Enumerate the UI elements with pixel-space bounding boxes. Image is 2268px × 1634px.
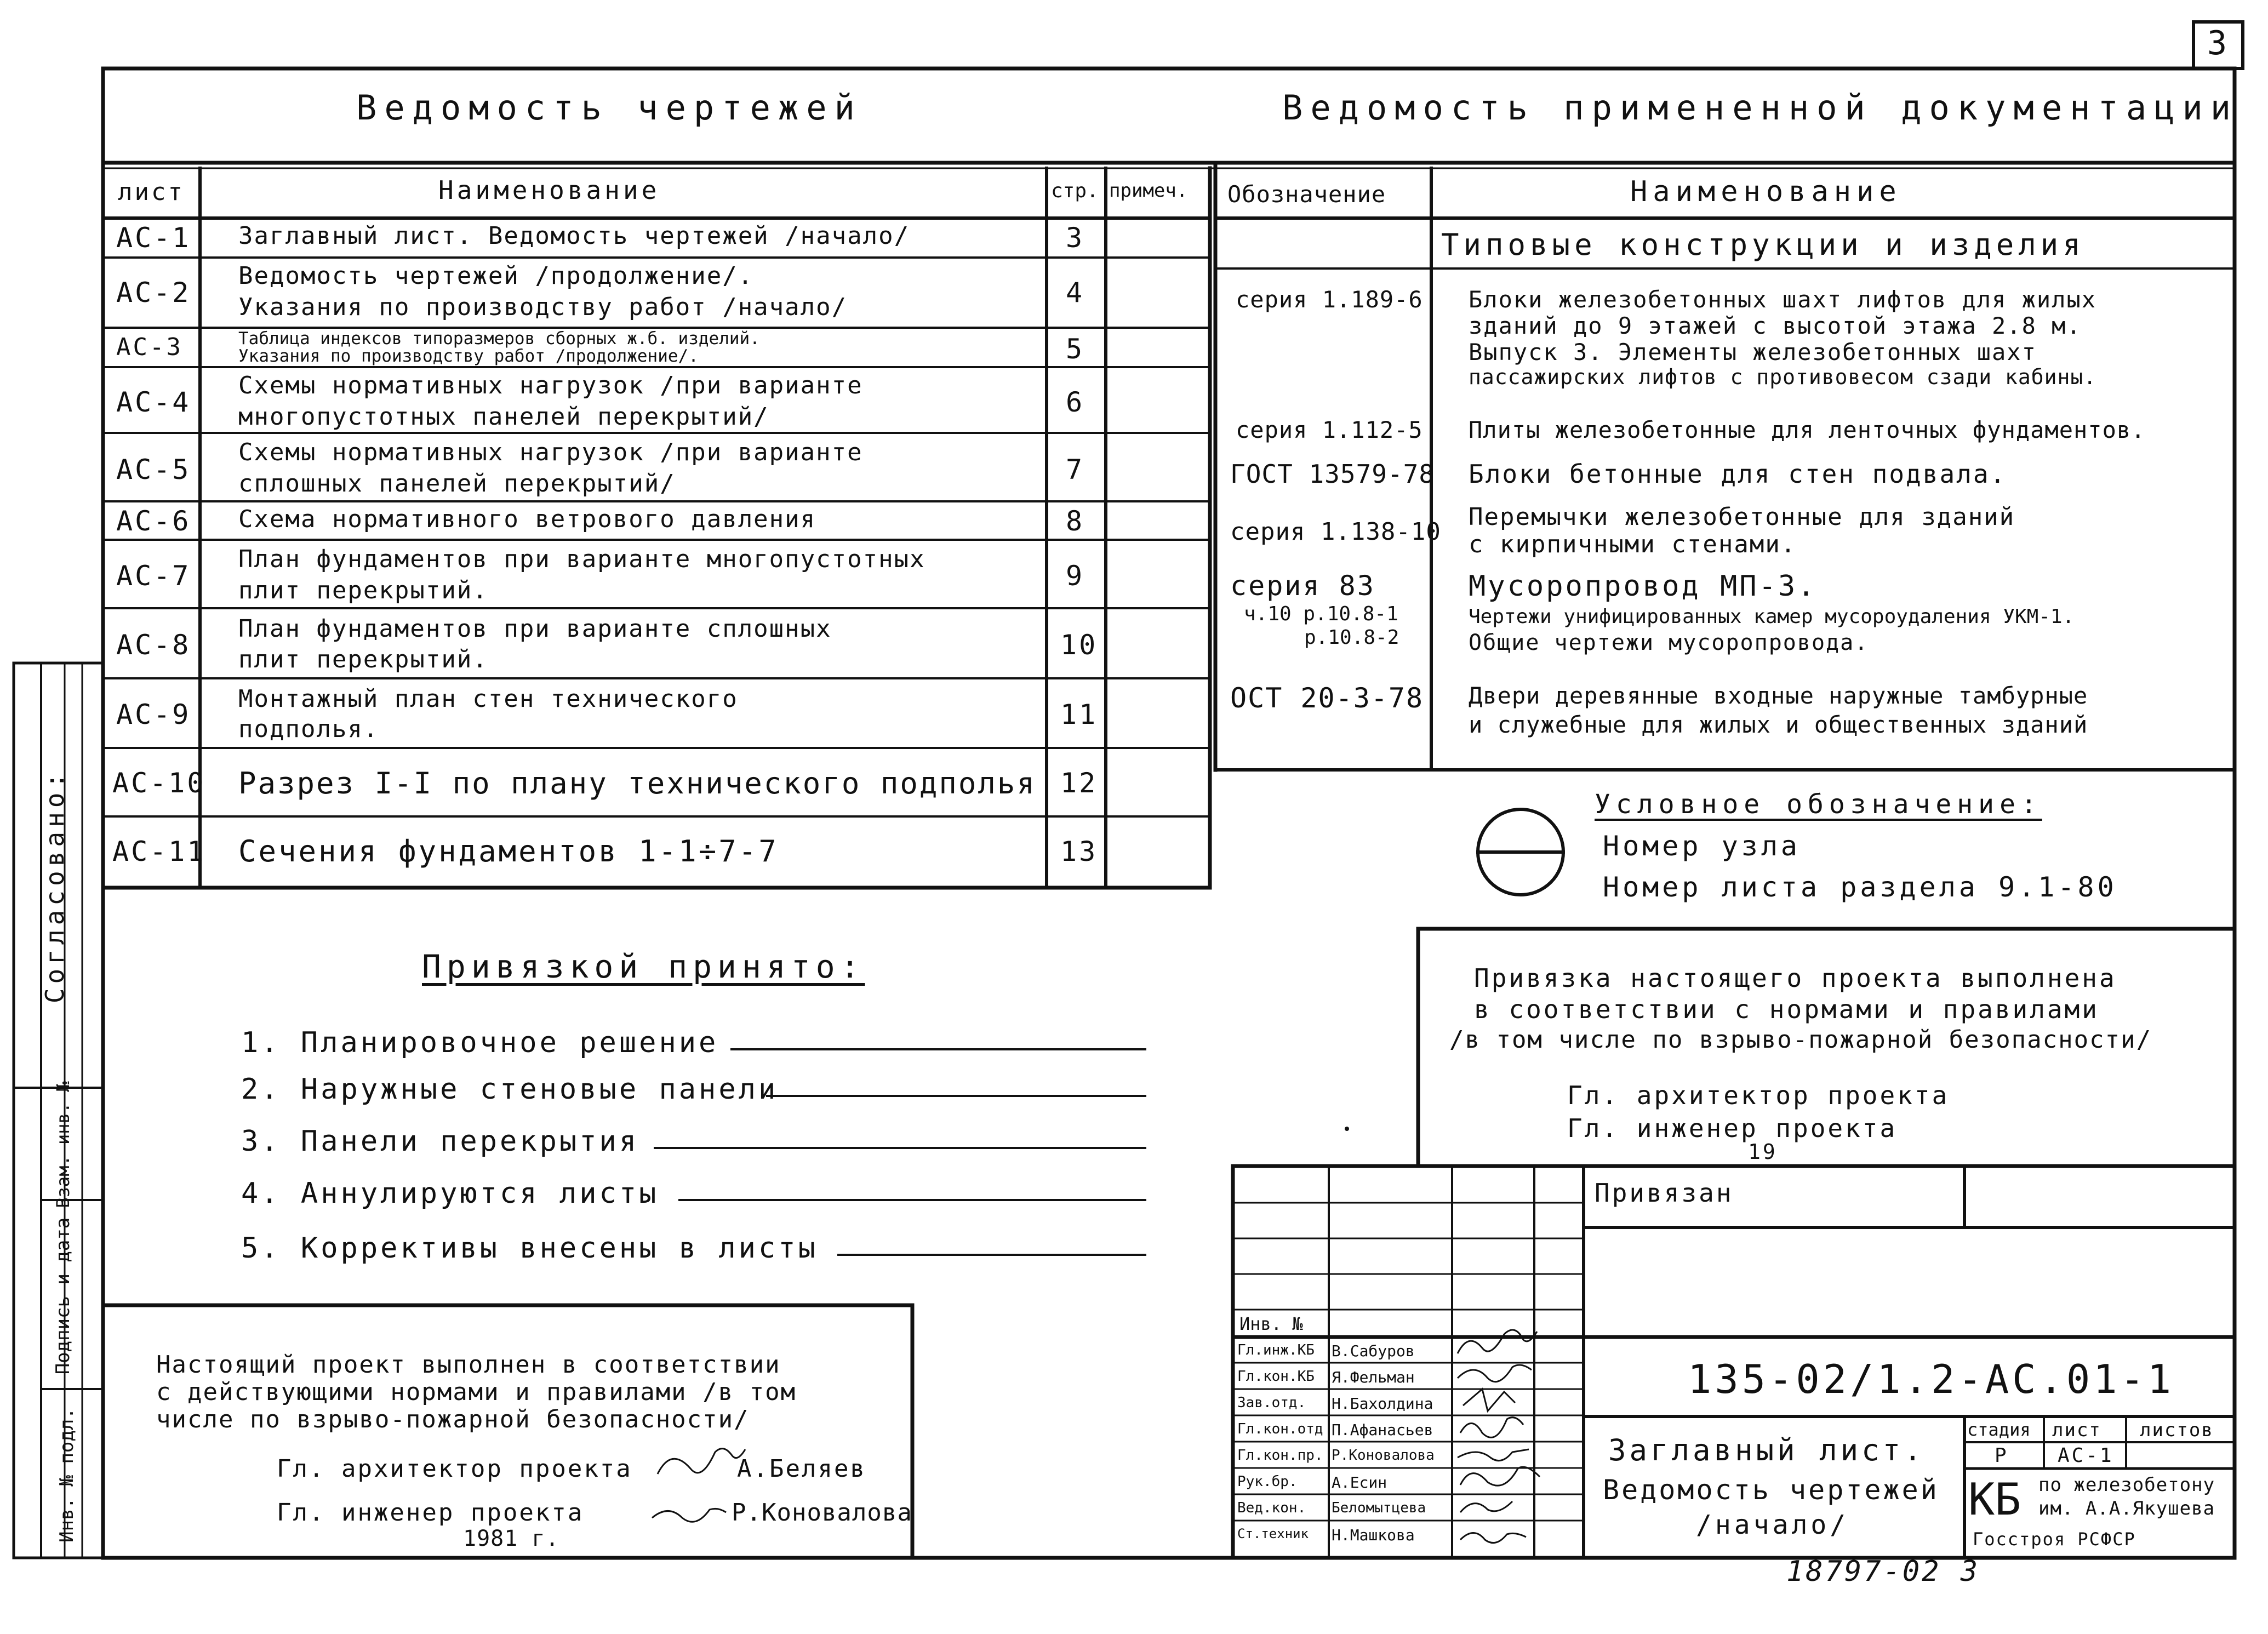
binding-item: 1. Планировочное решение	[241, 1026, 719, 1059]
org-line: Госстроя РСФСР	[1973, 1529, 2136, 1550]
binding-title: Привязкой принято:	[422, 948, 865, 985]
row-page: 9	[1066, 560, 1085, 592]
drawing-code: 135-02/1.2-АС.01-1	[1688, 1356, 2175, 1402]
staff-role: Гл.инж.КБ	[1237, 1342, 1315, 1358]
doc-line: Блоки бетонные для стен подвала.	[1469, 459, 2007, 489]
row-page: 5	[1066, 333, 1085, 365]
staff-role: Зав.отд.	[1237, 1395, 1306, 1411]
row-name: Ведомость чертежей /продолжение/.	[238, 262, 754, 290]
staff-name: П.Афанасьев	[1332, 1421, 1433, 1439]
signature-mashkova	[1460, 1533, 1526, 1543]
row-name: сплошных панелей перекрытий/	[238, 470, 676, 498]
left-architect: Гл. архитектор проекта	[277, 1455, 632, 1483]
signature-konovalova	[1458, 1449, 1529, 1461]
header-sheet: лист	[118, 178, 185, 206]
binding-item: 3. Панели перекрытия	[241, 1125, 639, 1158]
compliance-right-line: /в том числе по взрыво-пожарной безопасности/	[1449, 1026, 2152, 1054]
signature-konovalova-main	[652, 1509, 726, 1522]
staff-name: Р.Коновалова	[1332, 1447, 1435, 1464]
right-mark: 19	[1748, 1140, 1778, 1164]
staff-name: В.Сабуров	[1332, 1342, 1415, 1360]
compliance-left-line: числе по взрыво-пожарной безопасности/	[156, 1406, 750, 1433]
row-page: 6	[1066, 386, 1085, 418]
row-sheet: АС-6	[116, 505, 191, 537]
staff-role: Рук.бр.	[1237, 1473, 1298, 1490]
row-name: Указания по производству работ /продолжение/.	[238, 346, 699, 366]
inv-label: Инв. №	[1239, 1313, 1303, 1334]
staff-name: Н.Машкова	[1332, 1526, 1415, 1544]
doc-designation: серия 83	[1230, 570, 1375, 602]
doc-line: Перемычки железобетонные для зданий	[1469, 503, 2015, 531]
drawings-list-title: Ведомость чертежей	[356, 88, 862, 128]
row-page: 4	[1066, 277, 1085, 308]
org-abbr: КБ	[1968, 1474, 2021, 1525]
row-name: плит перекрытий.	[238, 645, 488, 673]
row-name: План фундаментов при варианте многопустотных	[238, 545, 926, 573]
doc-line: Чертежи унифицированных камер мусороудаления УКМ-1.	[1469, 605, 2075, 628]
row-sheet: АС-11	[112, 836, 206, 867]
row-name: подполья.	[238, 715, 379, 743]
row-sheet: АС-9	[116, 699, 191, 730]
staff-name: Беломытцева	[1332, 1500, 1426, 1516]
staff-name: Н.Бахолдина	[1332, 1395, 1433, 1413]
staff-name: А.Есин	[1332, 1473, 1387, 1492]
row-sheet: АС-1	[116, 222, 191, 254]
row-sheet: АС-4	[116, 386, 191, 418]
section-title: Типовые конструкции и изделия	[1441, 227, 2085, 262]
sheet-title-line: /начало/	[1696, 1510, 1849, 1540]
stage-value: Р	[1995, 1444, 2009, 1467]
binding-item: 2. Наружные стеновые панели	[241, 1073, 779, 1106]
row-name: плит перекрытий.	[238, 576, 488, 604]
left-architect-name: А.Беляев	[737, 1455, 866, 1483]
side-agreed: Согласовано:	[40, 768, 70, 1004]
row-page: 7	[1066, 454, 1085, 485]
compliance-right-line: Привязка настоящего проекта выполнена	[1474, 963, 2117, 993]
signature-afanasiev	[1460, 1418, 1523, 1438]
sheets-header: листов	[2140, 1419, 2214, 1441]
signature-belomyttseva	[1460, 1501, 1512, 1512]
org-line: им. А.А.Якушева	[2038, 1498, 2215, 1519]
side-sign-date: Подпись и дата	[52, 1217, 74, 1375]
left-engineer-name: Р.Коновалова	[732, 1499, 912, 1527]
doc-line: зданий до 9 этажей с высотой этажа 2.8 м.	[1469, 312, 2082, 339]
doc-line: Двери деревянные входные наружные тамбурные	[1469, 682, 2088, 709]
doc-line: с кирпичными стенами.	[1469, 530, 1797, 558]
org-line: по железобетону	[2038, 1474, 2215, 1496]
doc-designation: р.10.8-2	[1304, 626, 1399, 649]
staff-role: Гл.кон.пр.	[1237, 1447, 1323, 1464]
doc-designation: серия 1.112-5	[1236, 416, 1423, 443]
legend-title: Условное обозначение:	[1595, 789, 2042, 820]
doc-designation: серия 1.189-6	[1236, 286, 1423, 313]
row-page: 11	[1060, 699, 1098, 730]
row-name: Заглавный лист. Ведомость чертежей /начало/	[238, 222, 910, 250]
page-number: 3	[2207, 24, 2230, 62]
doc-line: Плиты железобетонные для ленточных фундаментов.	[1469, 416, 2146, 443]
row-page: 13	[1060, 836, 1098, 867]
signature-esin	[1460, 1467, 1540, 1486]
legend-sheet-number: Номер листа раздела 9.1-80	[1603, 871, 2117, 903]
doc-line: Мусоропровод МП-3.	[1469, 570, 1817, 603]
staff-role: Гл.кон.отд	[1237, 1421, 1323, 1437]
right-engineer: Гл. инженер проекта	[1567, 1113, 1898, 1143]
row-name: Сечения фундаментов 1-1÷7-7	[238, 834, 779, 869]
row-page: 3	[1066, 222, 1085, 254]
sheet-title-line: Заглавный лист.	[1608, 1433, 1925, 1467]
binding-item: 4. Аннулируются листы	[241, 1177, 659, 1210]
row-sheet: АС-10	[112, 767, 206, 799]
bound-label: Привязан	[1595, 1178, 1734, 1208]
compliance-left-line: Настоящий проект выполнен в соответствии	[156, 1351, 781, 1379]
row-name: многопустотных панелей перекрытий/	[238, 403, 769, 431]
row-sheet: АС-8	[116, 629, 191, 661]
signature-belyaev	[658, 1449, 745, 1474]
row-name: Схемы нормативных нагрузок /при варианте	[238, 372, 863, 399]
row-page: 10	[1060, 629, 1098, 661]
row-name: Указания по производству работ /начало/	[238, 293, 848, 321]
row-name: Схемы нормативных нагрузок /при варианте	[238, 438, 863, 466]
doc-line: пассажирских лифтов с противовесом сзади кабины.	[1469, 365, 2097, 389]
row-page: 8	[1066, 505, 1085, 537]
row-name: План фундаментов при варианте сплошных	[238, 615, 832, 643]
doc-designation: ч.10 р.10.8-1	[1244, 603, 1398, 625]
signature-felman	[1458, 1365, 1532, 1382]
legend-node-number: Номер узла	[1603, 830, 1801, 862]
sheet-value: АС-1	[2058, 1444, 2114, 1467]
row-sheet: АС-2	[116, 277, 191, 308]
row-page: 12	[1060, 767, 1098, 799]
side-inv-sub: Инв. № подл.	[56, 1408, 78, 1542]
signature-sabourov	[1458, 1330, 1537, 1353]
header-note: примеч.	[1109, 180, 1188, 202]
staff-name: Я.Фельман	[1332, 1368, 1415, 1386]
left-year: 1981 г.	[463, 1526, 559, 1551]
staff-role: Ст.техник	[1237, 1526, 1309, 1541]
row-name: Монтажный план стен технического	[238, 685, 738, 713]
header-designation: Обозначение	[1227, 181, 1386, 208]
archive-number: 18797-02 3	[1786, 1555, 1980, 1588]
header-name: Наименование	[438, 175, 660, 205]
stage-header: стадия	[1967, 1419, 2031, 1440]
doc-designation: ГОСТ 13579-78	[1230, 459, 1435, 489]
row-name: Схема нормативного ветрового давления	[238, 505, 816, 533]
left-engineer: Гл. инженер проекта	[277, 1499, 584, 1527]
compliance-right-line: в соответствии с нормами и правилами	[1474, 995, 2099, 1024]
row-sheet: АС-3	[116, 333, 183, 361]
sheet-header: лист	[2052, 1419, 2101, 1441]
row-name: Таблица индексов типоразмеров сборных ж.б. изделий.	[238, 329, 760, 348]
row-sheet: АС-5	[116, 454, 191, 485]
row-sheet: АС-7	[116, 560, 191, 592]
doc-line: Блоки железобетонных шахт лифтов для жилых	[1469, 286, 2097, 313]
staff-role: Гл.кон.КБ	[1237, 1368, 1315, 1385]
doc-line: Общие чертежи мусоропровода.	[1469, 630, 1869, 655]
row-name: Разрез I-I по плану технического подполья	[238, 766, 1036, 801]
sheet-title-line: Ведомость чертежей	[1603, 1474, 1939, 1506]
doc-designation: серия 1.138-10	[1230, 518, 1441, 546]
signature-bakholdina	[1463, 1389, 1515, 1411]
doc-line: Выпуск 3. Элементы железобетонных шахт	[1469, 339, 2037, 365]
applied-docs-title: Ведомость примененной документации	[1282, 88, 2239, 128]
doc-line: и служебные для жилых и общественных зданий	[1469, 711, 2088, 738]
staff-role: Вед.кон.	[1237, 1500, 1306, 1516]
header-doc-name: Наименование	[1630, 175, 1902, 208]
side-inv-replace: Взам. инв. №	[53, 1081, 73, 1208]
doc-designation: ОСТ 20-3-78	[1230, 682, 1424, 714]
header-page: стр.	[1051, 180, 1099, 202]
binding-item: 5. Коррективы внесены в листы	[241, 1232, 818, 1265]
compliance-left-line: с действующими нормами и правилами /в том	[156, 1378, 797, 1406]
right-architect: Гл. архитектор проекта	[1567, 1081, 1950, 1110]
